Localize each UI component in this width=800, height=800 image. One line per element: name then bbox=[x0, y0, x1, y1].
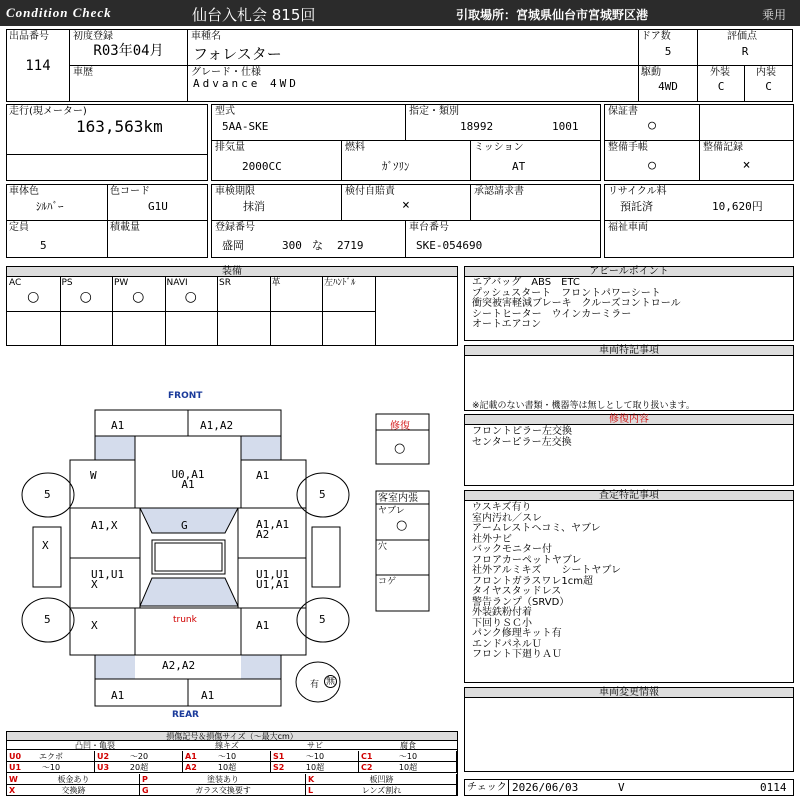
lot-label: 出品番号 bbox=[9, 31, 49, 42]
panel-left-fdoor: A1,X bbox=[91, 519, 118, 532]
selfcheck-label: 検付自賠責 bbox=[345, 186, 395, 197]
legend-code: S1 bbox=[273, 752, 285, 761]
model-name: フォレスター bbox=[193, 45, 282, 63]
repair-title: 修復内容 bbox=[465, 415, 793, 425]
mission-label: ミッション bbox=[474, 142, 524, 153]
selfcheck: × bbox=[402, 198, 410, 213]
legend-desc: 10超 bbox=[398, 763, 418, 772]
equipment-cell-blank bbox=[270, 311, 324, 345]
mileage-sub-cell bbox=[6, 154, 208, 181]
text-line: 社外アルミキズ シートヤブレ bbox=[472, 565, 621, 576]
legend-desc: 交換跡 bbox=[61, 786, 86, 795]
legend-code: W bbox=[9, 775, 18, 784]
text-line: 室内汚れ／スレ bbox=[472, 512, 542, 524]
recycle-status: 預託済 bbox=[620, 200, 653, 213]
check-sep-1 bbox=[508, 779, 509, 796]
text-line: オートエアコン bbox=[472, 319, 542, 330]
text-line: フロントピラー左交換 bbox=[472, 426, 572, 437]
auction-name: 仙台入札会 815回 bbox=[192, 6, 316, 24]
equipment-label: AC bbox=[9, 278, 22, 288]
repair-lines bbox=[472, 427, 572, 448]
designation-label: 指定・類別 bbox=[409, 106, 459, 117]
chassis-number: SKE-054690 bbox=[416, 239, 483, 252]
equipment-mark: ○ bbox=[132, 289, 145, 305]
interior-label: 穴 bbox=[378, 542, 388, 552]
text-line: 衝突被害軽減ブレーキ クルーズコントロール bbox=[472, 298, 681, 309]
exterior-grade: C bbox=[717, 80, 725, 93]
approval-label: 承認請求書 bbox=[474, 186, 524, 197]
plate-label: 登録番号 bbox=[215, 222, 255, 233]
panel-left-rear: X bbox=[91, 619, 98, 632]
ext-label: 外装 bbox=[710, 67, 730, 78]
color-label: 車体色 bbox=[9, 186, 39, 197]
legend-group: 腐食 bbox=[400, 741, 416, 750]
mission: AT bbox=[512, 160, 526, 173]
rating: R bbox=[741, 45, 749, 58]
legend-code: S2 bbox=[273, 763, 285, 772]
legend-desc: ガラス交換要す bbox=[195, 786, 251, 795]
text-line: フロント下廻りＡＵ bbox=[472, 649, 562, 660]
panel-right-fdoor: A1,A1 A2 bbox=[256, 518, 290, 541]
load-label: 積載量 bbox=[110, 222, 140, 233]
lot-number: 114 bbox=[25, 58, 51, 74]
inspection-label: 車検期限 bbox=[215, 186, 255, 197]
panel-top-left: A1 bbox=[111, 419, 125, 432]
check-label: チェック bbox=[467, 782, 507, 793]
legend-code: L bbox=[308, 786, 314, 795]
fuel: ｶﾞｿﾘﾝ bbox=[382, 160, 410, 173]
panel-roof: G bbox=[181, 519, 188, 532]
legend-desc: 塗装あり bbox=[207, 775, 239, 784]
panel-left-rdoor: U1,U1 X bbox=[91, 568, 125, 591]
panel-left-front: W bbox=[90, 469, 97, 482]
panel-left-side: X bbox=[42, 539, 49, 552]
text-line: ウスキズ有り bbox=[472, 502, 532, 513]
legend-title: 損傷記号＆損傷サイズ（〜最大cm） bbox=[7, 732, 457, 741]
interior-mark: ○ bbox=[396, 518, 408, 533]
equipment-label: PW bbox=[114, 278, 129, 288]
panel-hood: U0,A1 A1 bbox=[171, 468, 205, 491]
rating-label: 評価点 bbox=[727, 31, 757, 42]
panel-top-right: A1,A2 bbox=[200, 419, 234, 432]
equipment-cell-blank bbox=[60, 311, 114, 345]
recycle-label: リサイクル料 bbox=[608, 186, 667, 197]
legend-code: P bbox=[142, 775, 148, 784]
interior-label: コゲ bbox=[378, 577, 397, 587]
check-date: 2026/06/03 bbox=[512, 781, 579, 794]
equipment-label: PS bbox=[61, 278, 73, 288]
text-line: シートヒーター ウインカーミラー bbox=[472, 308, 632, 320]
legend-code: U2 bbox=[97, 752, 110, 761]
manual-label: 整備手帳 bbox=[608, 142, 648, 153]
grade: Advance 4WD bbox=[193, 77, 299, 90]
reg-label: 初度登録 bbox=[73, 31, 113, 42]
record-label: 整備記録 bbox=[703, 142, 743, 153]
legend-group: 線キズ bbox=[215, 741, 239, 750]
interior-label: ヤブレ bbox=[378, 506, 405, 516]
rear-label: REAR bbox=[172, 710, 199, 720]
text-line: フロントガラスワレ1cm超 bbox=[472, 575, 594, 587]
chassis-label: 車台番号 bbox=[409, 222, 449, 233]
equipment-title: 装備 bbox=[7, 267, 457, 277]
displacement-label: 排気量 bbox=[215, 142, 245, 153]
mileage-label: 走行(現メーター) bbox=[9, 106, 87, 117]
appeal-lines bbox=[472, 278, 681, 331]
change-title: 車両変更情報 bbox=[465, 688, 793, 698]
tire-rear-right: 5 bbox=[319, 613, 326, 626]
plate-class: 300 bbox=[282, 239, 302, 252]
repair-box-label: 修復 bbox=[390, 421, 410, 432]
legend-desc: 板凹跡 bbox=[369, 775, 394, 784]
equipment-label: 左ﾊﾝﾄﾞﾙ bbox=[324, 278, 356, 288]
color-code: G1U bbox=[148, 200, 168, 213]
equipment-label: NAVI bbox=[166, 278, 188, 288]
trunk-label: trunk bbox=[173, 615, 197, 625]
panel-bottom-left: A1 bbox=[111, 689, 125, 702]
legend-code: A1 bbox=[185, 752, 197, 761]
history-label: 車歴 bbox=[73, 67, 93, 78]
legend-desc: 〜10 bbox=[41, 763, 61, 772]
text-line: 警告ランプ（SRVD） bbox=[472, 596, 570, 608]
plate-kana: な bbox=[312, 239, 323, 252]
code-label: 色コード bbox=[110, 186, 150, 197]
panel-rear-bumper: A2,A2 bbox=[162, 659, 196, 672]
body-color: ｼﾙﾊﾞｰ bbox=[36, 200, 64, 213]
warranty: ○ bbox=[648, 118, 656, 133]
text-line: センターピラー左交換 bbox=[472, 436, 572, 448]
check-mark: V bbox=[618, 781, 625, 794]
legend-code: K bbox=[308, 775, 315, 784]
inspect-lines bbox=[472, 503, 621, 661]
check-number: 0114 bbox=[760, 781, 787, 794]
designation-number: 18992 bbox=[460, 120, 494, 133]
spare-none: 無 bbox=[325, 677, 335, 687]
text-line: フロアカーペットヤブレ bbox=[472, 554, 582, 566]
equipment-cell-blank bbox=[322, 311, 376, 345]
panel-right-front: A1 bbox=[256, 469, 270, 482]
legend-desc: エクボ bbox=[39, 752, 63, 761]
model-label: 車種名 bbox=[191, 31, 221, 42]
fuel-label: 燃料 bbox=[345, 142, 365, 153]
grade-label: グレード・仕様 bbox=[191, 67, 261, 78]
model-code: 5AA-SKE bbox=[222, 120, 269, 133]
equipment-cell-blank bbox=[112, 311, 166, 345]
panel-right-rear: A1 bbox=[256, 619, 270, 632]
equipment-mark: ○ bbox=[79, 289, 92, 305]
equipment-cell-blank bbox=[165, 311, 219, 345]
legend-code: A2 bbox=[185, 763, 197, 772]
pickup-location: 引取場所：宮城県仙台市宮城野区港 bbox=[456, 8, 649, 22]
doors-label: ドア数 bbox=[641, 31, 671, 42]
legend-code: G bbox=[142, 786, 149, 795]
panel-right-rdoor: U1,U1 U1,A1 bbox=[256, 568, 290, 591]
legend-desc: 10超 bbox=[217, 763, 237, 772]
displacement: 2000CC bbox=[242, 160, 282, 173]
text-line: エンドパネルＵ bbox=[472, 638, 542, 650]
tire-front-left: 5 bbox=[44, 488, 51, 501]
interior-title: 客室内張 bbox=[378, 493, 418, 504]
recycle-fee: 10,620円 bbox=[712, 200, 763, 213]
int-label: 内装 bbox=[756, 67, 776, 78]
spare-have: 有 bbox=[310, 680, 320, 690]
legend-desc: 20超 bbox=[129, 763, 149, 772]
text-line: プッシュスタート フロントパワーシート bbox=[472, 287, 661, 299]
legend-desc: レンズ割れ bbox=[361, 786, 402, 795]
type-label: 型式 bbox=[215, 106, 235, 117]
drive: 4WD bbox=[658, 80, 678, 93]
legend-desc: 〜10 bbox=[305, 752, 325, 761]
equipment-label: 革 bbox=[271, 278, 281, 288]
welfare-label: 福祉車両 bbox=[608, 222, 648, 233]
equipment-cell-blank bbox=[7, 311, 61, 345]
text-line: パンク修理キット有 bbox=[472, 628, 562, 639]
tire-rear-left: 5 bbox=[44, 613, 51, 626]
legend-group: 凸凹・亀裂 bbox=[75, 741, 115, 750]
appeal-title: アピールポイント bbox=[465, 267, 793, 277]
repair-box-mark: ○ bbox=[394, 441, 406, 456]
header-bar bbox=[0, 0, 800, 26]
brand: Condition Check bbox=[6, 5, 112, 20]
plate-region: 盛岡 bbox=[222, 239, 244, 252]
mileage: 163,563km bbox=[76, 117, 163, 136]
legend-desc: 〜20 bbox=[129, 752, 149, 761]
inspect-title: 査定特記事項 bbox=[465, 491, 793, 501]
special-note: ※記載のない書類・機器等は無しとして取り扱います。 bbox=[472, 401, 695, 411]
legend-code: U0 bbox=[9, 752, 22, 761]
equipment-mark: ○ bbox=[27, 289, 40, 305]
special-title: 車両特記事項 bbox=[465, 346, 793, 356]
legend-desc: 板金あり bbox=[57, 775, 90, 784]
equipment-cell-blank bbox=[217, 311, 271, 345]
legend-code: X bbox=[9, 786, 16, 795]
service-record: × bbox=[742, 158, 751, 173]
change-panel bbox=[464, 687, 794, 772]
legend-desc: 〜10 bbox=[217, 752, 237, 761]
text-line: タイヤスタッドレス bbox=[472, 586, 562, 597]
capacity: 5 bbox=[40, 239, 47, 252]
text-line: 外装鉄粉付着 bbox=[472, 607, 532, 618]
tire-front-right: 5 bbox=[319, 488, 326, 501]
category-number: 1001 bbox=[552, 120, 579, 133]
text-line: バックモニター付 bbox=[472, 544, 552, 555]
equipment-label: SR bbox=[219, 278, 231, 288]
legend-code: C1 bbox=[361, 752, 373, 761]
warranty-label: 保証書 bbox=[608, 106, 638, 117]
interior-grade: C bbox=[765, 80, 772, 93]
legend-code: U1 bbox=[9, 763, 22, 772]
equipment-mark: ○ bbox=[184, 289, 197, 305]
capacity-label: 定員 bbox=[9, 222, 29, 233]
text-line: 下回りＳＣ小 bbox=[472, 617, 532, 629]
car-diagram-svg bbox=[0, 400, 460, 710]
legend-desc: 〜10 bbox=[398, 752, 418, 761]
inspection-expiry: 抹消 bbox=[243, 200, 265, 213]
first-registration: R03年04月 bbox=[93, 43, 164, 59]
car-class: 乗用 bbox=[762, 8, 787, 22]
plate-number: 2719 bbox=[337, 239, 364, 252]
panel-bottom-right: A1 bbox=[201, 689, 215, 702]
warranty-blank-cell bbox=[699, 104, 794, 141]
text-line: アームレストヘコミ、ヤブレ bbox=[472, 523, 601, 534]
legend-code: U3 bbox=[97, 763, 110, 772]
legend-desc: 10超 bbox=[305, 763, 325, 772]
legend-group: サビ bbox=[307, 741, 323, 750]
legend-code: C2 bbox=[361, 763, 373, 772]
front-label: FRONT bbox=[168, 391, 203, 401]
service-manual: ○ bbox=[648, 158, 656, 173]
text-line: 社外ナビ bbox=[472, 533, 512, 545]
text-line: エアバッグ ABS ETC bbox=[472, 277, 580, 288]
drive-label: 駆動 bbox=[641, 67, 661, 78]
doors: 5 bbox=[664, 45, 672, 58]
